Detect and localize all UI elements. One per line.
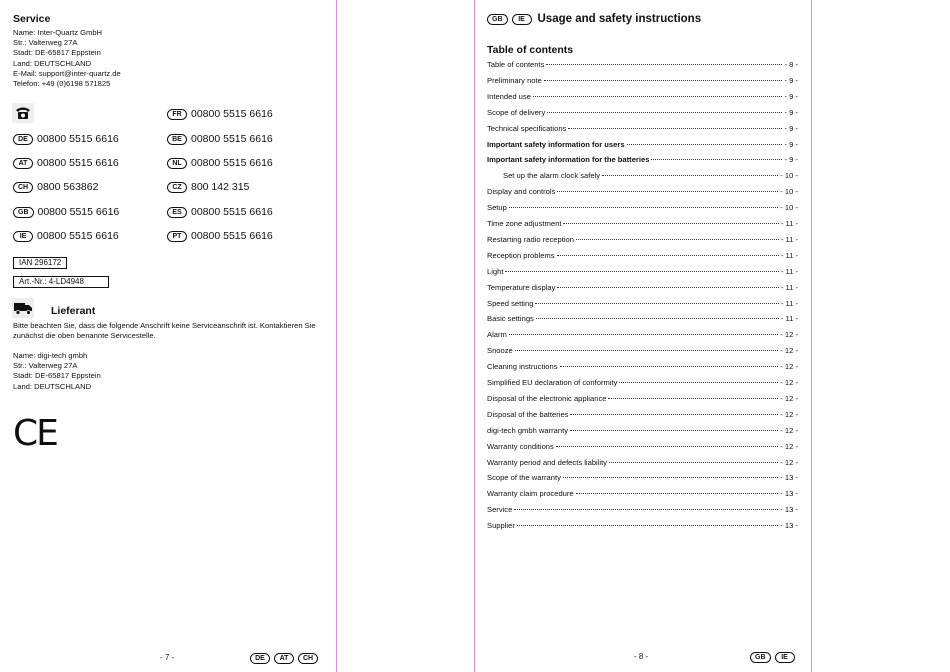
country-badge: NL xyxy=(167,158,187,169)
supplier-line: Name: digi-tech gmbh xyxy=(13,351,88,360)
toc-entry-page: - 12 - xyxy=(780,425,798,435)
toc-entry-page: - 12 - xyxy=(780,346,798,356)
toc-entry-label: Warranty claim procedure xyxy=(487,489,574,499)
toc-leader-dots xyxy=(627,144,783,145)
article-number: Art.-Nr.: 4-LD4948 xyxy=(13,276,109,288)
toc-leader-dots xyxy=(576,239,779,240)
country-badge: PT xyxy=(167,231,187,242)
toc-entry[interactable] xyxy=(487,235,798,246)
toc-leader-dots xyxy=(514,509,778,510)
country-badge: DE xyxy=(13,134,33,145)
toc-leader-dots xyxy=(557,287,778,288)
country-badge: GB xyxy=(13,207,34,218)
toc-entry-label: Important safety information for the batteries xyxy=(487,155,650,165)
truck-icon xyxy=(12,298,34,318)
service-title: Service xyxy=(13,13,51,25)
toc-entry-label: Important safety information for users xyxy=(487,139,625,149)
toc-entry-page: - 12 - xyxy=(780,457,798,467)
hotline-gb xyxy=(13,206,119,218)
toc-leader-dots xyxy=(557,191,778,192)
toc-leader-dots xyxy=(602,175,778,176)
toc-entry[interactable] xyxy=(487,505,798,516)
toc-entry-label: Basic settings xyxy=(487,314,534,324)
hotline-number: 0800 563862 xyxy=(37,181,99,193)
toc-entry-page: - 12 - xyxy=(780,441,798,451)
supplier-line: Str.: Valterweg 27A xyxy=(13,361,78,371)
toc-entry-page: - 13 - xyxy=(780,489,798,499)
hotline-number: 00800 5515 6616 xyxy=(37,133,119,145)
toc-entry[interactable] xyxy=(487,362,798,373)
toc-entry-page: - 9 - xyxy=(784,123,798,133)
toc-entry[interactable] xyxy=(487,203,798,214)
toc-entry[interactable] xyxy=(487,378,798,389)
toc-entry-label: Preliminary note xyxy=(487,75,542,85)
hotline-number: 00800 5515 6616 xyxy=(191,133,273,145)
toc-leader-dots xyxy=(505,271,778,272)
toc-entry[interactable] xyxy=(487,171,798,182)
service-address xyxy=(13,28,121,89)
country-badge: CH xyxy=(13,182,33,193)
toc-entry-page: - 11 - xyxy=(780,250,798,260)
toc-entry-label: Intended use xyxy=(487,91,531,101)
toc-entry-page: - 13 - xyxy=(780,521,798,531)
country-badge: ES xyxy=(167,207,187,218)
supplier-address xyxy=(13,351,101,392)
toc-leader-dots xyxy=(517,525,778,526)
toc-entry-label: Setup xyxy=(487,203,507,213)
toc-entry[interactable] xyxy=(487,299,798,310)
toc-entry-page: - 12 - xyxy=(780,330,798,340)
toc-entry-page: - 9 - xyxy=(784,155,798,165)
toc-entry-page: - 13 - xyxy=(780,505,798,515)
toc-title: Table of contents xyxy=(487,44,574,56)
toc-entry[interactable] xyxy=(487,394,798,405)
toc-entry-page: - 12 - xyxy=(780,362,798,372)
toc-entry-label: Speed setting xyxy=(487,298,534,308)
toc-entry-label: Warranty period and defects liability xyxy=(487,457,608,467)
toc-entry-label: Temperature display xyxy=(487,282,556,292)
country-badge: CH xyxy=(298,653,318,664)
country-badge: GB xyxy=(487,14,508,25)
toc-entry-label: Warranty conditions xyxy=(487,441,554,451)
toc-leader-dots xyxy=(570,430,778,431)
toc-entry-label: Snooze xyxy=(487,346,513,356)
toc-entry-label: Simplified EU declaration of conformity xyxy=(487,378,618,387)
toc-entry[interactable] xyxy=(487,489,798,500)
toc-entry[interactable] xyxy=(487,330,798,341)
toc-leader-dots xyxy=(557,255,779,256)
service-line: Telefon: +49 (0)6198 571825 xyxy=(13,79,111,89)
toc-leader-dots xyxy=(544,80,783,81)
hotline-nl xyxy=(167,157,273,169)
toc-leader-dots xyxy=(536,318,779,319)
toc-entry[interactable] xyxy=(487,521,798,532)
toc-entry-label: Time zone adjustment xyxy=(487,219,562,228)
toc-entry[interactable] xyxy=(487,155,798,166)
left-footer-page xyxy=(160,653,174,662)
hotline-number: 00800 5515 6616 xyxy=(191,108,273,120)
toc-entry-page: - 12 - xyxy=(780,378,798,387)
toc-entry-page: - 12 - xyxy=(780,409,798,419)
toc-entry[interactable] xyxy=(487,92,798,103)
supplier-line: Stadt: DE-65817 Eppstein xyxy=(13,371,101,381)
page-number: - 7 - xyxy=(160,653,175,662)
country-badge: CZ xyxy=(167,182,187,193)
hotline-ie xyxy=(13,230,119,242)
toc-entry-page: - 10 - xyxy=(780,187,798,197)
hotline-de xyxy=(13,133,119,145)
toc-entry[interactable] xyxy=(487,219,798,230)
toc-entry-label: Reception problems xyxy=(487,250,555,260)
country-badge: IE xyxy=(512,14,532,25)
ian-label: IAN 296172 xyxy=(13,257,67,269)
country-badge: AT xyxy=(13,158,33,169)
toc-leader-dots xyxy=(509,334,778,335)
toc-entry[interactable] xyxy=(487,76,798,87)
toc-entry[interactable] xyxy=(487,60,798,71)
toc-entry-page: - 10 - xyxy=(780,171,798,181)
hotline-es xyxy=(167,206,273,218)
country-badge: BE xyxy=(167,134,187,145)
hotline-number: 00800 5515 6616 xyxy=(191,157,273,169)
left-footer-badges xyxy=(250,653,318,664)
hotline-number: 00800 5515 6616 xyxy=(191,206,273,218)
gutter xyxy=(337,0,474,672)
toc-leader-dots xyxy=(547,112,782,113)
toc-leader-dots xyxy=(509,207,778,208)
supplier-note: Bitte beachten Sie, dass die folgende Anschrift keine Serviceanschrift ist. Kontaktieren Sie zunächst die oben benannte Servicestelle. xyxy=(13,321,316,341)
country-badge: DE xyxy=(250,653,270,664)
toc-entry-label: Light xyxy=(487,266,504,276)
toc-entry-page: - 9 - xyxy=(784,139,798,149)
toc-entry-label: Disposal of the batteries xyxy=(487,409,569,419)
toc-entry-page: - 9 - xyxy=(784,91,798,101)
toc-entry-label: Disposal of the electronic appliance xyxy=(487,393,607,403)
toc-entry[interactable] xyxy=(487,140,798,151)
right-footer-page xyxy=(634,652,648,661)
toc-leader-dots xyxy=(535,303,778,304)
toc-leader-dots xyxy=(570,414,778,415)
toc-entry-page: - 11 - xyxy=(780,234,798,244)
toc-leader-dots xyxy=(651,159,782,160)
toc-entry[interactable] xyxy=(487,187,798,198)
toc-entry-page: - 11 - xyxy=(780,266,798,276)
toc-entry-label: Scope of the warranty xyxy=(487,473,561,483)
toc-entry[interactable] xyxy=(487,473,798,484)
toc-entry-page: - 9 - xyxy=(784,75,798,85)
hotline-pt xyxy=(167,230,273,242)
country-badge: AT xyxy=(274,653,294,664)
toc-entry[interactable] xyxy=(487,346,798,357)
toc-entry[interactable] xyxy=(487,124,798,135)
hotline-number: 00800 5515 6616 xyxy=(37,157,119,169)
toc-entry-label: Scope of delivery xyxy=(487,107,546,117)
toc-entry-label: Cleaning instructions xyxy=(487,362,558,372)
service-line: Stadt: DE-65817 Eppstein xyxy=(13,48,101,58)
hotline-number: 00800 5515 6616 xyxy=(191,230,273,242)
service-line: Str.: Valterweg 27A xyxy=(13,38,78,48)
hotline-ch xyxy=(13,181,98,193)
toc-entry-page: - 10 - xyxy=(780,203,798,213)
toc-leader-dots xyxy=(560,366,779,367)
hotline-at xyxy=(13,157,119,169)
toc-entry-page: - 11 - xyxy=(780,314,798,324)
toc-entry-label: Supplier xyxy=(487,521,515,531)
toc-entry-page: - 9 - xyxy=(784,107,798,117)
toc-leader-dots xyxy=(533,96,783,97)
toc-entry[interactable] xyxy=(487,426,798,437)
toc-entry-page: - 13 - xyxy=(780,473,798,483)
toc-entry-label: Table of contents xyxy=(487,60,545,69)
hotline-cz xyxy=(167,181,249,193)
supplier-line: Land: DEUTSCHLAND xyxy=(13,381,92,391)
supplier-title: Lieferant xyxy=(51,305,96,317)
hotline-number: 00800 5515 6616 xyxy=(37,230,119,242)
toc-entry[interactable] xyxy=(487,458,798,469)
toc-entry[interactable] xyxy=(487,251,798,262)
telephone-icon xyxy=(12,103,34,123)
toc-entry-page: - 11 - xyxy=(780,298,798,308)
country-badge: FR xyxy=(167,109,187,120)
toc-entry-page: - 11 - xyxy=(780,282,798,292)
service-line: Land: DEUTSCHLAND xyxy=(13,58,92,68)
toc-leader-dots xyxy=(515,350,779,351)
toc-entry-label: Service xyxy=(487,505,513,515)
toc-leader-dots xyxy=(563,477,778,478)
service-line: E-Mail: support@inter-quartz.de xyxy=(13,68,121,78)
toc-leader-dots xyxy=(563,223,778,224)
country-badge: IE xyxy=(13,231,33,242)
toc-leader-dots xyxy=(608,398,778,399)
hotline-number: 800 142 315 xyxy=(191,181,250,193)
toc-entry-label: Display and controls xyxy=(487,187,556,197)
toc-entry-label: Technical specifications xyxy=(487,123,567,133)
toc-leader-dots xyxy=(609,462,778,463)
toc-leader-dots xyxy=(556,446,778,447)
toc-entry-label: Alarm xyxy=(487,330,507,340)
toc-entry-page: - 12 - xyxy=(780,393,798,403)
country-badge: IE xyxy=(775,652,795,663)
usage-heading xyxy=(487,13,701,25)
toc-entry[interactable] xyxy=(487,108,798,119)
toc-leader-dots xyxy=(568,128,782,129)
toc-leader-dots xyxy=(546,64,782,65)
ce-mark: CE xyxy=(13,413,57,454)
toc-entry[interactable] xyxy=(487,267,798,278)
toc-entry-label: digi-tech gmbh warranty xyxy=(487,425,569,435)
service-line: Name: Inter-Quartz GmbH xyxy=(13,28,103,37)
page-number: - 8 - xyxy=(634,652,649,661)
toc-leader-dots xyxy=(576,493,779,494)
hotline-fr xyxy=(167,108,273,120)
toc-entry[interactable] xyxy=(487,442,798,453)
right-footer-badges xyxy=(750,652,795,663)
toc-entry-label: Restarting radio reception xyxy=(487,234,574,244)
toc-entry[interactable] xyxy=(487,314,798,325)
country-badge: GB xyxy=(750,652,771,663)
toc-entry[interactable] xyxy=(487,410,798,421)
toc-entry-page: - 11 - xyxy=(780,219,798,228)
toc-entry-page: - 8 - xyxy=(784,60,798,69)
toc-leader-dots xyxy=(619,382,778,383)
hotline-be xyxy=(167,133,273,145)
toc-entry-label: Set up the alarm clock safely xyxy=(503,171,601,181)
hotline-number: 00800 5515 6616 xyxy=(37,206,120,218)
page-title: Usage and safety instructions xyxy=(537,13,702,25)
toc-entry[interactable] xyxy=(487,283,798,294)
